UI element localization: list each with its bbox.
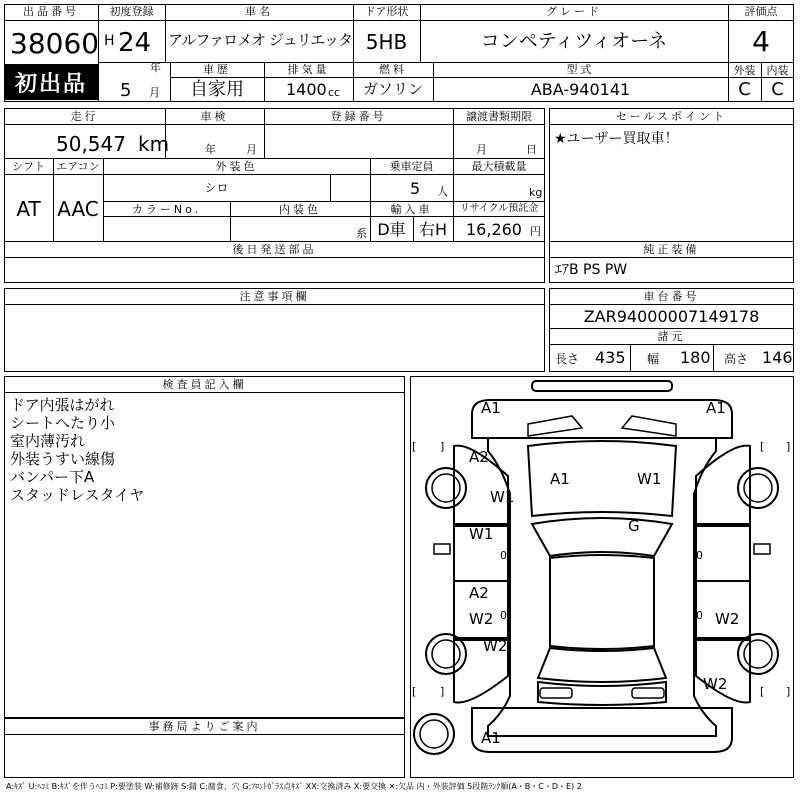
remark-line: 室内薄汚れ <box>10 432 86 450</box>
details-section <box>4 108 545 242</box>
later-parts-label: 後日発送部品 <box>232 243 317 256</box>
lot-label: 出品番号 <box>23 5 79 18</box>
displacement: 1400 <box>286 80 327 99</box>
plate-label: 登録番号 <box>330 110 387 123</box>
grade-label: グレード <box>546 5 602 18</box>
mark-quarter-left: W2 <box>483 637 508 655</box>
chassis-number: ZAR94000007149178 <box>583 307 760 326</box>
mark-rear: A1 <box>481 729 501 747</box>
shift-label: シフト <box>12 160 45 173</box>
specs-label: 諸元 <box>657 330 686 343</box>
model-label: 型式 <box>566 63 595 76</box>
history: 自家用 <box>190 79 244 100</box>
door-type: 5HB <box>365 30 408 54</box>
sales-section <box>549 108 794 242</box>
office-label: 事務局よりご案内 <box>148 720 261 733</box>
mark-fender-wave: W1 <box>490 488 515 506</box>
inspector-remarks <box>10 396 144 504</box>
mark-door-rr: W2 <box>715 610 740 628</box>
model: ABA-940141 <box>530 80 631 99</box>
recycle: 16,260 <box>466 220 522 239</box>
mileage-label: 走行 <box>70 110 99 123</box>
remark-line: スタッドレスタイヤ <box>10 486 145 504</box>
door-label: ドア形状 <box>364 5 409 18</box>
inspection-label: 車検 <box>200 110 229 123</box>
mark-door-fr-0: 0 <box>696 549 703 562</box>
transfer-day-unit: 日 <box>526 143 537 156</box>
history-label: 車歴 <box>203 63 231 76</box>
capacity-unit: 人 <box>437 185 448 198</box>
lot-number: 38060 <box>10 27 100 60</box>
mark-door-fl: W1 <box>469 525 494 543</box>
sales-point: ★ユーザー買取車！ <box>554 131 679 147</box>
bracket-open: [ <box>760 440 765 453</box>
color: シロ <box>204 181 229 195</box>
ac: AAC <box>57 197 99 221</box>
reg-year: 24 <box>118 28 152 58</box>
exterior-label: 外装 <box>733 64 756 77</box>
bracket-close: ] <box>440 685 445 698</box>
remark-line: シートへたり小 <box>10 414 116 432</box>
int-color-suffix: 系 <box>356 227 367 240</box>
height-label: 高さ <box>724 352 749 366</box>
bracket-open: [ <box>412 440 417 453</box>
width-label: 幅 <box>647 352 660 366</box>
remark-line: 外装うすい線傷 <box>10 450 116 468</box>
car-name: アルファロメオ ジュリエッタ <box>168 31 352 49</box>
mileage: 50,547 <box>56 132 126 156</box>
capacity: 5 <box>410 179 421 198</box>
color-no-label: カラーNo. <box>131 203 202 216</box>
recycle-label: リサイクル預託金 <box>459 203 539 214</box>
damage-legend: A:ｷｽﾞ U:ﾍｺﾐ B:ｷｽﾞを伴うﾍｺﾐ P:要塗装 W:補修跡 S:錆 C:腐食、穴 G:ﾌﾛﾝﾄｶﾞﾗｽ点ｷｽﾞ XX:交換済み X:要交換 ✕:欠品 内・外装評価 5段階ﾗﾝｸ順(A・B・C・D・E) 2 <box>6 782 582 791</box>
inspection-month-unit: 月 <box>246 143 257 156</box>
interior-label: 内装 <box>766 64 789 77</box>
mark-hood-left: A1 <box>550 470 570 488</box>
mark-hood-right: W1 <box>637 470 662 488</box>
grade: コンペティツィオーネ <box>480 30 668 52</box>
equipment: ｴｱB PS PW <box>555 262 628 278</box>
transfer-label: 譲渡書類期限 <box>466 110 532 123</box>
score: 4 <box>752 25 770 58</box>
reg-era: H <box>104 33 115 49</box>
capacity-label: 乗車定員 <box>389 160 434 173</box>
mark-door-rl-w: W2 <box>469 610 494 628</box>
equipment-label: 純正装備 <box>643 243 700 256</box>
car-name-label: 車名 <box>245 5 273 18</box>
reg-year-unit: 年 <box>150 61 161 74</box>
score-label: 評価点 <box>744 5 778 18</box>
bracket-close: ] <box>786 685 791 698</box>
inspector-label: 検査員記入欄 <box>162 378 247 391</box>
load-unit: kg <box>529 186 543 199</box>
mark-door-rl-a: A2 <box>469 584 489 602</box>
first-listing-badge: 初出品 <box>4 64 98 100</box>
inspection-year-unit: 年 <box>205 143 216 156</box>
fuel: ガソリン <box>362 80 423 98</box>
car-diagram-drawing <box>410 376 794 778</box>
exterior-score: C <box>738 79 751 100</box>
reg-month-unit: 月 <box>149 86 160 99</box>
recycle-unit: 円 <box>530 225 541 238</box>
mark-fender-left: A2 <box>469 448 489 466</box>
load-label: 最大積載量 <box>471 160 527 173</box>
mark-quarter-right: W2 <box>703 675 728 693</box>
mark-door-rl-0: 0 <box>500 609 507 622</box>
reg-month: 5 <box>120 80 132 101</box>
chassis-label: 車台番号 <box>643 290 700 303</box>
displacement-label: 排気量 <box>287 63 330 76</box>
displacement-unit: cc <box>328 86 341 99</box>
mark-door-fl-0: 0 <box>500 549 507 562</box>
import-label: 輸入車 <box>390 203 433 216</box>
bracket-open: [ <box>760 685 765 698</box>
remark-line: バンパー下A <box>10 468 95 486</box>
mark-front-right: A1 <box>706 399 726 417</box>
bracket-open: [ <box>412 685 417 698</box>
mark-windshield: G <box>628 517 640 535</box>
import-type: D車 <box>377 220 406 239</box>
bracket-close: ] <box>440 440 445 453</box>
ac-label: エアコン <box>56 160 100 173</box>
shift: AT <box>16 197 41 221</box>
notes-label: 注意事項欄 <box>239 290 310 303</box>
width: 180 <box>680 348 711 367</box>
transfer-month-unit: 月 <box>476 143 487 156</box>
mileage-unit: km <box>138 132 170 156</box>
length-label: 長さ <box>555 352 580 366</box>
remark-line: ドア内張はがれ <box>10 396 115 414</box>
height: 146 <box>762 348 793 367</box>
mark-front-left: A1 <box>481 399 501 417</box>
color-label: 外装色 <box>215 160 258 173</box>
mark-door-rr-0: 0 <box>696 609 703 622</box>
handle-side: 右H <box>418 220 448 239</box>
sales-label: セールスポイント <box>615 110 727 123</box>
int-color-label: 内装色 <box>279 203 321 216</box>
length: 435 <box>595 348 626 367</box>
reg-label: 初度登録 <box>109 5 154 18</box>
interior-score: C <box>771 79 784 100</box>
fuel-label: 燃料 <box>379 63 407 76</box>
bracket-close: ] <box>786 440 791 453</box>
